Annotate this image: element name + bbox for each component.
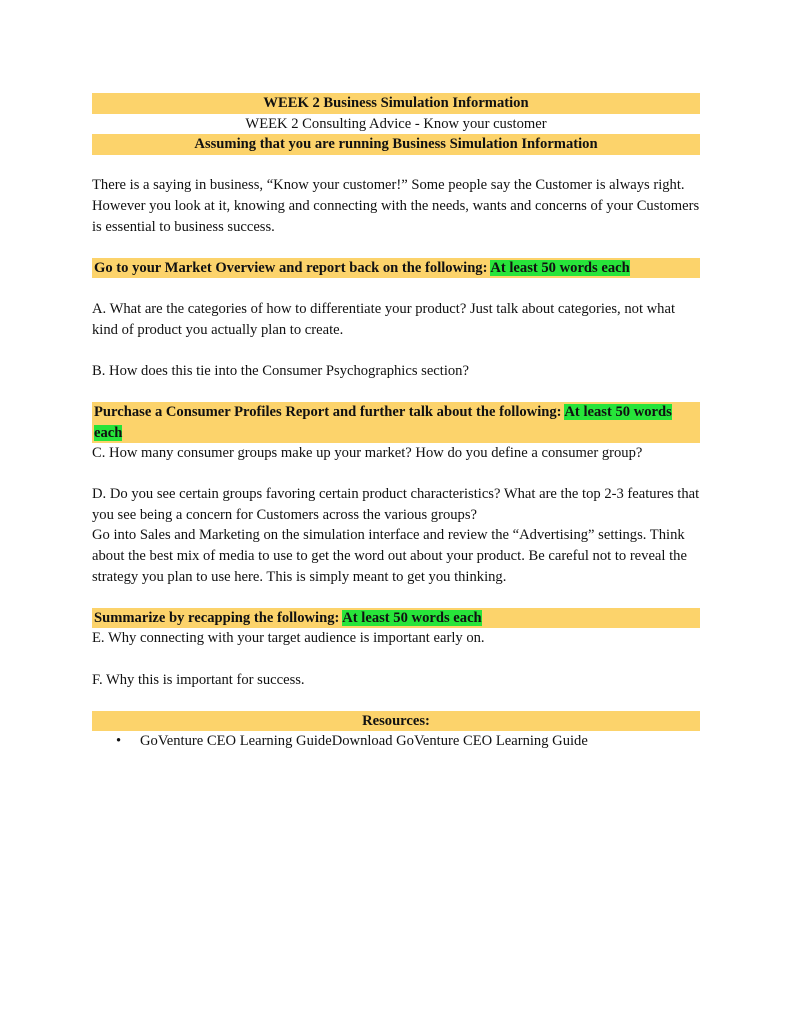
section3-heading-text: Summarize by recapping the following:: [94, 609, 343, 626]
page-title: WEEK 2 Business Simulation Information: [92, 93, 700, 114]
resources-list: [92, 731, 700, 752]
question-e: E. Why connecting with your target audience is important early on.: [92, 630, 485, 647]
section1-heading-text: Go to your Market Overview and report back on the following:: [94, 259, 491, 276]
question-b: B. How does this tie into the Consumer Psychographics section?: [92, 362, 469, 379]
bullet-icon: •: [116, 733, 122, 750]
section3-heading: [92, 608, 700, 629]
section2-heading: [92, 402, 700, 443]
resource-link[interactable]: GoVenture CEO Learning GuideDownload GoVenture CEO Learning Guide: [140, 733, 588, 750]
document-content: [92, 93, 700, 752]
question-a: A. What are the categories of how to differentiate your product? Just talk about categories, not what kind of product you actually plan to create.: [92, 300, 676, 338]
page-subtitle: WEEK 2 Consulting Advice - Know your customer: [245, 115, 547, 132]
resources-heading: Resources:: [92, 711, 700, 732]
assumption-banner: Assuming that you are running Business Simulation Information: [92, 134, 700, 155]
question-f: F. Why this is important for success.: [92, 671, 305, 688]
section2-requirement: At least 50 words each: [94, 403, 672, 441]
question-d: D. Do you see certain groups favoring certain product characteristics? What are the top 2-3 features that you see being a concern for Customers across the various groups?: [92, 486, 700, 523]
resource-item[interactable]: [116, 731, 700, 752]
advertising-advice: Go into Sales and Marketing on the simulation interface and review the “Advertising” settings. Think about the best mix of media to use to get the word out about your product. Be careful not to reveal the strategy you plan to use here. This is simply meant to get you thinking.: [92, 527, 687, 585]
section2-heading-text: Purchase a Consumer Profiles Report and further talk about the following:: [94, 403, 565, 420]
intro-paragraph: There is a saying in business, “Know your customer!” Some people say the Customer is always right. However you look at it, knowing and connecting with the needs, wants and concerns of your Customers is essential to business success.: [92, 177, 700, 235]
section1-heading: [92, 258, 700, 279]
question-c: C. How many consumer groups make up your market? How do you define a consumer group?: [92, 445, 643, 462]
section3-requirement: At least 50 words each: [342, 609, 482, 626]
section1-requirement: At least 50 words each: [490, 259, 630, 276]
